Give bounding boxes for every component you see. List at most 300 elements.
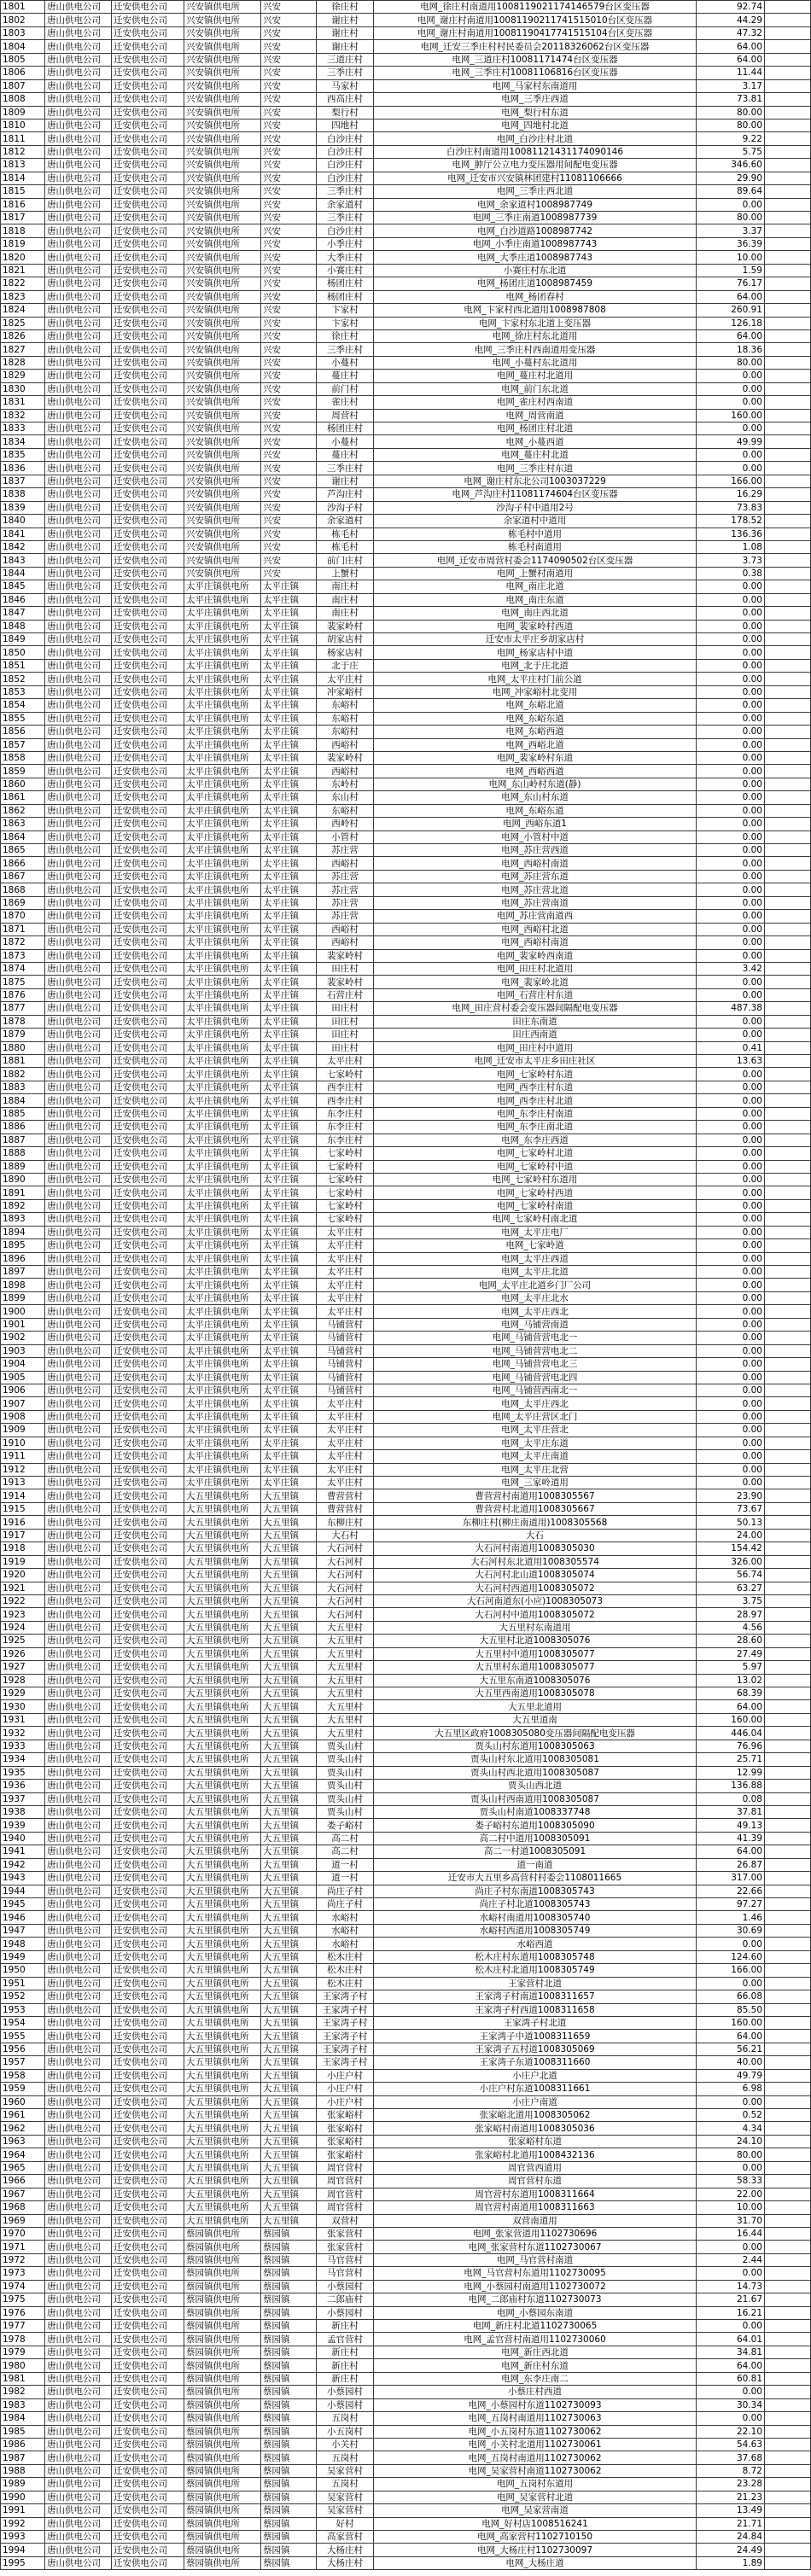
row-index-cell: 1979 bbox=[1, 2346, 45, 2358]
village-cell: 新庄村 bbox=[317, 2346, 374, 2358]
subcompany-cell: 迁安供电公司 bbox=[112, 1424, 184, 1437]
subcompany-cell: 迁安供电公司 bbox=[112, 607, 184, 620]
value-cell: 0.00 bbox=[697, 2267, 765, 2280]
station-cell: 大五里镇供电所 bbox=[184, 2188, 261, 2200]
table-row bbox=[1, 554, 811, 567]
township-cell: 大五里镇 bbox=[261, 1594, 317, 1607]
description-cell: 田庄西南道 bbox=[374, 1029, 697, 1041]
village-cell: 大五里村 bbox=[317, 1687, 374, 1700]
township-cell: 太平庄镇 bbox=[261, 1134, 317, 1146]
subcompany-cell: 迁安供电公司 bbox=[112, 976, 184, 988]
township-cell: 太平庄镇 bbox=[261, 1094, 317, 1107]
company-cell: 唐山供电公司 bbox=[45, 1358, 112, 1371]
station-cell: 兴安镇供电所 bbox=[184, 304, 261, 317]
table-row bbox=[1, 673, 811, 685]
blank-cell bbox=[765, 2030, 811, 2043]
table-row bbox=[1, 2386, 811, 2398]
village-cell: 小关村 bbox=[317, 2438, 374, 2451]
blank-cell bbox=[765, 1186, 811, 1199]
blank-cell bbox=[765, 1753, 811, 1766]
value-cell: 28.60 bbox=[697, 1635, 765, 1647]
description-cell: 电网_迁安市太平庄乡田庄社区 bbox=[374, 1055, 697, 1068]
subcompany-cell: 迁安供电公司 bbox=[112, 26, 184, 39]
subcompany-cell: 迁安供电公司 bbox=[112, 1134, 184, 1146]
subcompany-cell: 迁安供电公司 bbox=[112, 317, 184, 329]
village-cell: 大季庄村 bbox=[317, 251, 374, 264]
subcompany-cell: 迁安供电公司 bbox=[112, 119, 184, 131]
blank-cell bbox=[765, 159, 811, 172]
company-cell: 唐山供电公司 bbox=[45, 1621, 112, 1634]
description-cell: 大五里区政府1008305080变压器间隔配电变压器 bbox=[374, 1727, 697, 1740]
company-cell: 唐山供电公司 bbox=[45, 1477, 112, 1489]
blank-cell bbox=[765, 1582, 811, 1594]
description-cell: 电网_杨团庄道1008987459 bbox=[374, 277, 697, 290]
township-cell: 兴安 bbox=[261, 185, 317, 198]
township-cell: 太平庄镇 bbox=[261, 751, 317, 764]
value-cell: 64.00 bbox=[697, 1845, 765, 1858]
row-index-cell: 1873 bbox=[1, 949, 45, 962]
village-cell: 周营村 bbox=[317, 409, 374, 422]
value-cell: 26.87 bbox=[697, 1858, 765, 1871]
blank-cell bbox=[765, 382, 811, 395]
village-cell: 新庄村 bbox=[317, 2372, 374, 2385]
value-cell: 8.72 bbox=[697, 2464, 765, 2477]
table-row bbox=[1, 1015, 811, 1028]
township-cell: 太平庄镇 bbox=[261, 1463, 317, 1476]
township-cell: 太平庄镇 bbox=[261, 962, 317, 975]
blank-cell bbox=[765, 633, 811, 646]
village-cell: 张家峪村 bbox=[317, 2148, 374, 2161]
station-cell: 太平庄镇供电所 bbox=[184, 1226, 261, 1238]
station-cell: 蔡园镇供电所 bbox=[184, 2267, 261, 2280]
subcompany-cell: 迁安供电公司 bbox=[112, 738, 184, 751]
station-cell: 大五里镇供电所 bbox=[184, 1489, 261, 1502]
township-cell: 太平庄镇 bbox=[261, 896, 317, 909]
subcompany-cell: 迁安供电公司 bbox=[112, 1832, 184, 1845]
township-cell: 太平庄镇 bbox=[261, 580, 317, 593]
row-index-cell: 1851 bbox=[1, 659, 45, 672]
township-cell: 兴安 bbox=[261, 14, 317, 26]
value-cell: 50.13 bbox=[697, 1516, 765, 1529]
village-cell: 栋毛村 bbox=[317, 540, 374, 553]
row-index-cell: 1893 bbox=[1, 1213, 45, 1226]
company-cell: 唐山供电公司 bbox=[45, 1938, 112, 1950]
value-cell: 60.81 bbox=[697, 2372, 765, 2385]
subcompany-cell: 迁安供电公司 bbox=[112, 2372, 184, 2385]
township-cell: 大五里镇 bbox=[261, 1898, 317, 1911]
table-row bbox=[1, 1147, 811, 1160]
table-row bbox=[1, 1542, 811, 1555]
row-index-cell: 1865 bbox=[1, 844, 45, 857]
table-row bbox=[1, 2083, 811, 2095]
description-cell: 沙沟子村中道用2号 bbox=[374, 501, 697, 514]
subcompany-cell: 迁安供电公司 bbox=[112, 791, 184, 804]
subcompany-cell: 迁安供电公司 bbox=[112, 172, 184, 184]
subcompany-cell: 迁安供电公司 bbox=[112, 1858, 184, 1871]
station-cell: 大五里镇供电所 bbox=[184, 1766, 261, 1779]
description-cell: 王家湾子中道1008311659 bbox=[374, 2030, 697, 2043]
station-cell: 大五里镇供电所 bbox=[184, 1924, 261, 1937]
table-row bbox=[1, 1239, 811, 1252]
subcompany-cell: 迁安供电公司 bbox=[112, 277, 184, 290]
village-cell: 七家岭村 bbox=[317, 1173, 374, 1186]
station-cell: 大五里镇供电所 bbox=[184, 1608, 261, 1621]
subcompany-cell: 迁安供电公司 bbox=[112, 1397, 184, 1410]
value-cell: 5.75 bbox=[697, 145, 765, 158]
township-cell: 大五里镇 bbox=[261, 2135, 317, 2148]
row-index-cell: 1850 bbox=[1, 646, 45, 659]
value-cell: 1.89 bbox=[697, 2556, 765, 2569]
blank-cell bbox=[765, 1635, 811, 1647]
township-cell: 大五里镇 bbox=[261, 1766, 317, 1779]
company-cell: 唐山供电公司 bbox=[45, 1872, 112, 1885]
table-row bbox=[1, 2069, 811, 2082]
row-index-cell: 1922 bbox=[1, 1594, 45, 1607]
subcompany-cell: 迁安供电公司 bbox=[112, 1898, 184, 1911]
subcompany-cell: 迁安供电公司 bbox=[112, 67, 184, 79]
station-cell: 太平庄镇供电所 bbox=[184, 1068, 261, 1081]
value-cell: 4.56 bbox=[697, 1621, 765, 1634]
company-cell: 唐山供电公司 bbox=[45, 1608, 112, 1621]
station-cell: 太平庄镇供电所 bbox=[184, 870, 261, 883]
description-cell: 电网_高家营村1102710150 bbox=[374, 2531, 697, 2544]
blank-cell bbox=[765, 475, 811, 487]
table-row bbox=[1, 198, 811, 211]
township-cell: 兴安 bbox=[261, 132, 317, 145]
row-index-cell: 1872 bbox=[1, 936, 45, 949]
blank-cell bbox=[765, 2346, 811, 2358]
value-cell: 0.00 bbox=[697, 620, 765, 632]
company-cell: 唐山供电公司 bbox=[45, 1291, 112, 1304]
station-cell: 大五里镇供电所 bbox=[184, 1516, 261, 1529]
station-cell: 兴安镇供电所 bbox=[184, 356, 261, 369]
station-cell: 大五里镇供电所 bbox=[184, 1950, 261, 1963]
table-row bbox=[1, 317, 811, 329]
station-cell: 兴安镇供电所 bbox=[184, 198, 261, 211]
value-cell: 0.00 bbox=[697, 593, 765, 606]
row-index-cell: 1869 bbox=[1, 896, 45, 909]
table-row bbox=[1, 738, 811, 751]
value-cell: 166.00 bbox=[697, 475, 765, 487]
township-cell: 大五里镇 bbox=[261, 2109, 317, 2122]
description-cell: 周官营村南道用1008311663 bbox=[374, 2201, 697, 2214]
subcompany-cell: 迁安供电公司 bbox=[112, 962, 184, 975]
village-cell: 卞家村 bbox=[317, 304, 374, 317]
blank-cell bbox=[765, 435, 811, 448]
subcompany-cell: 迁安供电公司 bbox=[112, 343, 184, 356]
subcompany-cell: 迁安供电公司 bbox=[112, 1924, 184, 1937]
blank-cell bbox=[765, 1081, 811, 1093]
row-index-cell: 1823 bbox=[1, 290, 45, 303]
station-cell: 太平庄镇供电所 bbox=[184, 620, 261, 632]
township-cell: 太平庄镇 bbox=[261, 1173, 317, 1186]
township-cell: 太平庄镇 bbox=[261, 1305, 317, 1318]
station-cell: 太平庄镇供电所 bbox=[184, 804, 261, 817]
subcompany-cell: 迁安供电公司 bbox=[112, 1029, 184, 1041]
village-cell: 东峪村 bbox=[317, 712, 374, 725]
station-cell: 大五里镇供电所 bbox=[184, 1713, 261, 1726]
village-cell: 杨团庄村 bbox=[317, 290, 374, 303]
company-cell: 唐山供电公司 bbox=[45, 1582, 112, 1594]
company-cell: 唐山供电公司 bbox=[45, 1107, 112, 1120]
value-cell: 0.00 bbox=[697, 844, 765, 857]
value-cell: 80.00 bbox=[697, 2148, 765, 2161]
row-index-cell: 1930 bbox=[1, 1700, 45, 1713]
blank-cell bbox=[765, 1780, 811, 1792]
station-cell: 大五里镇供电所 bbox=[184, 1858, 261, 1871]
subcompany-cell: 迁安供电公司 bbox=[112, 1213, 184, 1226]
table-row bbox=[1, 1858, 811, 1871]
value-cell: 0.00 bbox=[697, 791, 765, 804]
company-cell: 唐山供电公司 bbox=[45, 607, 112, 620]
value-cell: 0.00 bbox=[697, 1226, 765, 1238]
village-cell: 小蔡园村 bbox=[317, 2398, 374, 2411]
row-index-cell: 1874 bbox=[1, 962, 45, 975]
company-cell: 唐山供电公司 bbox=[45, 949, 112, 962]
township-cell: 大五里镇 bbox=[261, 1740, 317, 1752]
table-row bbox=[1, 67, 811, 79]
subcompany-cell: 迁安供电公司 bbox=[112, 1792, 184, 1805]
blank-cell bbox=[765, 2359, 811, 2372]
subcompany-cell: 迁安供电公司 bbox=[112, 1252, 184, 1265]
station-cell: 蔡园镇供电所 bbox=[184, 2333, 261, 2346]
description-cell: 电网_太平庄北道 bbox=[374, 1266, 697, 1279]
company-cell: 唐山供电公司 bbox=[45, 2267, 112, 2280]
description-cell: 电网_马铺营营电北二 bbox=[374, 1344, 697, 1357]
value-cell: 24.10 bbox=[697, 2135, 765, 2148]
company-cell: 唐山供电公司 bbox=[45, 224, 112, 237]
value-cell: 0.00 bbox=[697, 1318, 765, 1331]
value-cell: 0.00 bbox=[697, 1081, 765, 1093]
subcompany-cell: 迁安供电公司 bbox=[112, 988, 184, 1001]
table-row bbox=[1, 1713, 811, 1726]
township-cell: 太平庄镇 bbox=[261, 765, 317, 778]
row-index-cell: 1955 bbox=[1, 2030, 45, 2043]
blank-cell bbox=[765, 580, 811, 593]
company-cell: 唐山供电公司 bbox=[45, 382, 112, 395]
table-row bbox=[1, 1727, 811, 1740]
value-cell: 3.75 bbox=[697, 1594, 765, 1607]
blank-cell bbox=[765, 1924, 811, 1937]
station-cell: 蔡园镇供电所 bbox=[184, 2372, 261, 2385]
subcompany-cell: 迁安供电公司 bbox=[112, 1463, 184, 1476]
company-cell: 唐山供电公司 bbox=[45, 53, 112, 66]
blank-cell bbox=[765, 1450, 811, 1463]
row-index-cell: 1842 bbox=[1, 540, 45, 553]
value-cell: 49.13 bbox=[697, 1819, 765, 1832]
value-cell: 3.37 bbox=[697, 224, 765, 237]
subcompany-cell: 迁安供电公司 bbox=[112, 2556, 184, 2569]
subcompany-cell: 迁安供电公司 bbox=[112, 1147, 184, 1160]
company-cell: 唐山供电公司 bbox=[45, 1977, 112, 1990]
row-index-cell: 1894 bbox=[1, 1226, 45, 1238]
station-cell: 蔡园镇供电所 bbox=[184, 2346, 261, 2358]
subcompany-cell: 迁安供电公司 bbox=[112, 1805, 184, 1818]
value-cell: 21.23 bbox=[697, 2491, 765, 2503]
row-index-cell: 1932 bbox=[1, 1727, 45, 1740]
village-cell: 东李庄村 bbox=[317, 1107, 374, 1120]
station-cell: 大五里镇供电所 bbox=[184, 1911, 261, 1924]
description-cell: 电网_徐庄村东北道用 bbox=[374, 329, 697, 342]
subcompany-cell: 迁安供电公司 bbox=[112, 79, 184, 92]
table-row bbox=[1, 2043, 811, 2055]
table-row bbox=[1, 1463, 811, 1476]
station-cell: 蔡园镇供电所 bbox=[184, 2464, 261, 2477]
station-cell: 兴安镇供电所 bbox=[184, 119, 261, 131]
village-cell: 大五里村 bbox=[317, 1647, 374, 1660]
blank-cell bbox=[765, 2267, 811, 2280]
company-cell: 唐山供电公司 bbox=[45, 2372, 112, 2385]
township-cell: 大五里镇 bbox=[261, 1489, 317, 1502]
company-cell: 唐山供电公司 bbox=[45, 1555, 112, 1568]
company-cell: 唐山供电公司 bbox=[45, 396, 112, 409]
description-cell: 电网_东峪东道 bbox=[374, 804, 697, 817]
station-cell: 蔡园镇供电所 bbox=[184, 2544, 261, 2556]
blank-cell bbox=[765, 1700, 811, 1713]
village-cell: 苏庄营 bbox=[317, 883, 374, 896]
value-cell: 0.00 bbox=[697, 423, 765, 435]
table-row bbox=[1, 1687, 811, 1700]
township-cell: 兴安 bbox=[261, 462, 317, 475]
company-cell: 唐山供电公司 bbox=[45, 1160, 112, 1173]
table-row bbox=[1, 475, 811, 487]
blank-cell bbox=[765, 2372, 811, 2385]
value-cell: 10.00 bbox=[697, 251, 765, 264]
village-cell: 谢庄村 bbox=[317, 475, 374, 487]
table-row bbox=[1, 1055, 811, 1068]
table-row bbox=[1, 515, 811, 527]
row-index-cell: 1919 bbox=[1, 1555, 45, 1568]
company-cell: 唐山供电公司 bbox=[45, 1318, 112, 1331]
value-cell: 0.00 bbox=[697, 1977, 765, 1990]
row-index-cell: 1965 bbox=[1, 2161, 45, 2174]
company-cell: 唐山供电公司 bbox=[45, 1924, 112, 1937]
company-cell: 唐山供电公司 bbox=[45, 370, 112, 382]
station-cell: 兴安镇供电所 bbox=[184, 251, 261, 264]
village-cell: 裴家岭村 bbox=[317, 751, 374, 764]
station-cell: 大五里镇供电所 bbox=[184, 1529, 261, 1542]
village-cell: 东岭村 bbox=[317, 778, 374, 790]
description-cell: 电网_迁安市周营村委会1174090502台区变压器 bbox=[374, 554, 697, 567]
subcompany-cell: 迁安供电公司 bbox=[112, 2148, 184, 2161]
township-cell: 蔡园镇 bbox=[261, 2253, 317, 2266]
station-cell: 太平庄镇供电所 bbox=[184, 1029, 261, 1041]
subcompany-cell: 迁安供电公司 bbox=[112, 435, 184, 448]
company-cell: 唐山供电公司 bbox=[45, 1661, 112, 1674]
blank-cell bbox=[765, 2464, 811, 2477]
description-cell: 电网_石营庄村东道 bbox=[374, 988, 697, 1001]
township-cell: 大五里镇 bbox=[261, 2175, 317, 2188]
blank-cell bbox=[765, 2175, 811, 2188]
township-cell: 大五里镇 bbox=[261, 2095, 317, 2108]
station-cell: 太平庄镇供电所 bbox=[184, 593, 261, 606]
table-row bbox=[1, 1582, 811, 1594]
table-row bbox=[1, 2227, 811, 2240]
description-cell: 电网_南庄西北道 bbox=[374, 607, 697, 620]
blank-cell bbox=[765, 237, 811, 250]
row-index-cell: 1841 bbox=[1, 527, 45, 540]
township-cell: 太平庄镇 bbox=[261, 1358, 317, 1371]
table-row bbox=[1, 409, 811, 422]
village-cell: 马官营村 bbox=[317, 2253, 374, 2266]
station-cell: 太平庄镇供电所 bbox=[184, 988, 261, 1001]
village-cell: 小季庄村 bbox=[317, 237, 374, 250]
blank-cell bbox=[765, 501, 811, 514]
company-cell: 唐山供电公司 bbox=[45, 2227, 112, 2240]
station-cell: 大五里镇供电所 bbox=[184, 1502, 261, 1515]
description-cell: 电网_冲家峪村北变用 bbox=[374, 685, 697, 698]
township-cell: 大五里镇 bbox=[261, 2016, 317, 2029]
village-cell: 大石河村 bbox=[317, 1594, 374, 1607]
township-cell: 大五里镇 bbox=[261, 1885, 317, 1897]
row-index-cell: 1871 bbox=[1, 923, 45, 935]
subcompany-cell: 迁安供电公司 bbox=[112, 2030, 184, 2043]
subcompany-cell: 迁安供电公司 bbox=[112, 554, 184, 567]
row-index-cell: 1852 bbox=[1, 673, 45, 685]
table-row bbox=[1, 988, 811, 1001]
blank-cell bbox=[765, 949, 811, 962]
blank-cell bbox=[765, 1858, 811, 1871]
village-cell: 太平庄村 bbox=[317, 1291, 374, 1304]
table-row bbox=[1, 2398, 811, 2411]
row-index-cell: 1801 bbox=[1, 1, 45, 14]
value-cell: 0.00 bbox=[697, 1437, 765, 1449]
station-cell: 兴安镇供电所 bbox=[184, 26, 261, 39]
table-row bbox=[1, 277, 811, 290]
station-cell: 兴安镇供电所 bbox=[184, 14, 261, 26]
village-cell: 南庄村 bbox=[317, 607, 374, 620]
table-row bbox=[1, 1160, 811, 1173]
company-cell: 唐山供电公司 bbox=[45, 1569, 112, 1582]
value-cell: 0.00 bbox=[697, 580, 765, 593]
description-cell: 电网_小蔡园东南道 bbox=[374, 2306, 697, 2319]
table-row bbox=[1, 896, 811, 909]
row-index-cell: 1864 bbox=[1, 830, 45, 843]
description-cell: 电网_周营南道 bbox=[374, 409, 697, 422]
village-cell: 小管村 bbox=[317, 830, 374, 843]
township-cell: 大五里镇 bbox=[261, 1727, 317, 1740]
township-cell: 太平庄镇 bbox=[261, 1055, 317, 1068]
village-cell: 七家岭村 bbox=[317, 1068, 374, 1081]
description-cell: 栋毛村南道用 bbox=[374, 540, 697, 553]
blank-cell bbox=[765, 1832, 811, 1845]
company-cell: 唐山供电公司 bbox=[45, 2438, 112, 2451]
table-row bbox=[1, 712, 811, 725]
company-cell: 唐山供电公司 bbox=[45, 423, 112, 435]
township-cell: 兴安 bbox=[261, 343, 317, 356]
township-cell: 兴安 bbox=[261, 370, 317, 382]
blank-cell bbox=[765, 2451, 811, 2464]
table-row bbox=[1, 2412, 811, 2425]
village-cell: 田庄村 bbox=[317, 1015, 374, 1028]
village-cell: 马铺营村 bbox=[317, 1384, 374, 1396]
subcompany-cell: 迁安供电公司 bbox=[112, 765, 184, 778]
subcompany-cell: 迁安供电公司 bbox=[112, 106, 184, 119]
description-cell: 电网_七家岭村北道 bbox=[374, 1147, 697, 1160]
value-cell: 0.00 bbox=[697, 1134, 765, 1146]
village-cell: 杨家店村 bbox=[317, 646, 374, 659]
subcompany-cell: 迁安供电公司 bbox=[112, 1977, 184, 1990]
table-row bbox=[1, 593, 811, 606]
row-index-cell: 1890 bbox=[1, 1173, 45, 1186]
station-cell: 大五里镇供电所 bbox=[184, 1740, 261, 1752]
table-row bbox=[1, 1529, 811, 1542]
value-cell: 27.49 bbox=[697, 1647, 765, 1660]
township-cell: 蔡园镇 bbox=[261, 2556, 317, 2569]
blank-cell bbox=[765, 554, 811, 567]
village-cell: 小庄户村 bbox=[317, 2095, 374, 2108]
value-cell: 0.00 bbox=[697, 765, 765, 778]
